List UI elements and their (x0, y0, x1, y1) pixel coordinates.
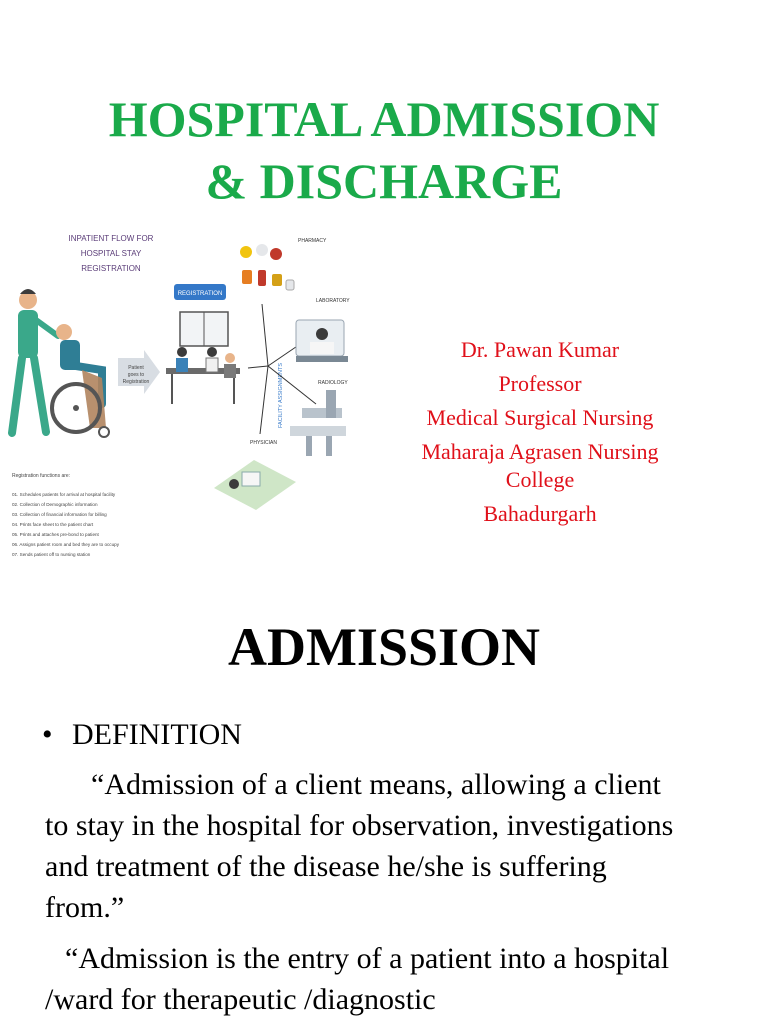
step-7: 07. Sends patient off to nursing station (12, 552, 91, 557)
step-6: 06. Assigns patient room and bed they are to occupy (12, 542, 119, 547)
pharmacy-label: PHARMACY (298, 238, 327, 244)
author-department: Medical Surgical Nursing (426, 405, 654, 430)
laboratory-label: LABORATORY (316, 298, 350, 304)
author-institution-line-2: College (505, 467, 575, 492)
step-5: 05. Prints and attaches pre-bond to patient (12, 532, 99, 537)
pharmacy-icon (240, 244, 294, 290)
illustration-header-1: INPATIENT FLOW FOR (68, 234, 154, 243)
step-4: 04. Prints face sheet to the patient chart (12, 522, 94, 527)
physician-label: PHYSICIAN (250, 440, 277, 446)
author-institution-line-1: Maharaja Agrasen Nursing (421, 439, 659, 464)
patient-note-3: Registration (122, 379, 150, 385)
step-3: 03. Collection of financial information for billing (12, 512, 107, 517)
admission-heading: ADMISSION (227, 617, 541, 677)
step-1: 01. Schedules patients for arrival at hospital facility (12, 492, 116, 497)
author-block (392, 333, 688, 531)
title-line-2: & DISCHARGE (205, 153, 563, 209)
author-position: Professor (498, 371, 582, 396)
definition-label: DEFINITION (72, 718, 242, 751)
nurse-wheelchair-icon (12, 289, 109, 437)
inpatient-flow-illustration (6, 228, 366, 570)
author-institution (392, 438, 688, 494)
slide-title (0, 88, 768, 212)
laboratory-icon (296, 320, 348, 362)
registration-label: REGISTRATION (177, 291, 223, 297)
author-name: Dr. Pawan Kumar (460, 337, 620, 362)
illustration-header-2: HOSPITAL STAY (80, 249, 142, 258)
radiology-icon (290, 390, 346, 456)
author-location: Bahadurgarh (483, 501, 597, 526)
facility-assignments-label: FACILITY ASSIGNMENTS (278, 363, 284, 428)
patient-note-1: Patient (128, 365, 144, 371)
title-line-1: HOSPITAL ADMISSION (108, 91, 660, 147)
steps-title: Registration functions are: (12, 473, 71, 479)
definition-paragraph-1: “Admission of a client means, allowing a client to stay in the hospital for observation, investigations and treatment of the disease he/she is suffering from.” (45, 768, 674, 924)
illustration-header-3: REGISTRATION (81, 264, 141, 273)
definition-paragraph-2: “Admission is the entry of a patient into a hospital /ward for therapeutic /diagnostic (45, 942, 670, 1016)
physician-icon (214, 460, 296, 510)
registration-desk-icon (166, 312, 240, 404)
patient-note-2: goes to (127, 372, 145, 378)
radiology-label: RADIOLOGY (318, 380, 348, 386)
bullet-dot-icon: • (42, 718, 53, 751)
admission-slide (0, 600, 768, 1024)
step-2: 02. Collection of Demographic information (12, 502, 98, 507)
definition-bullet (42, 718, 242, 752)
